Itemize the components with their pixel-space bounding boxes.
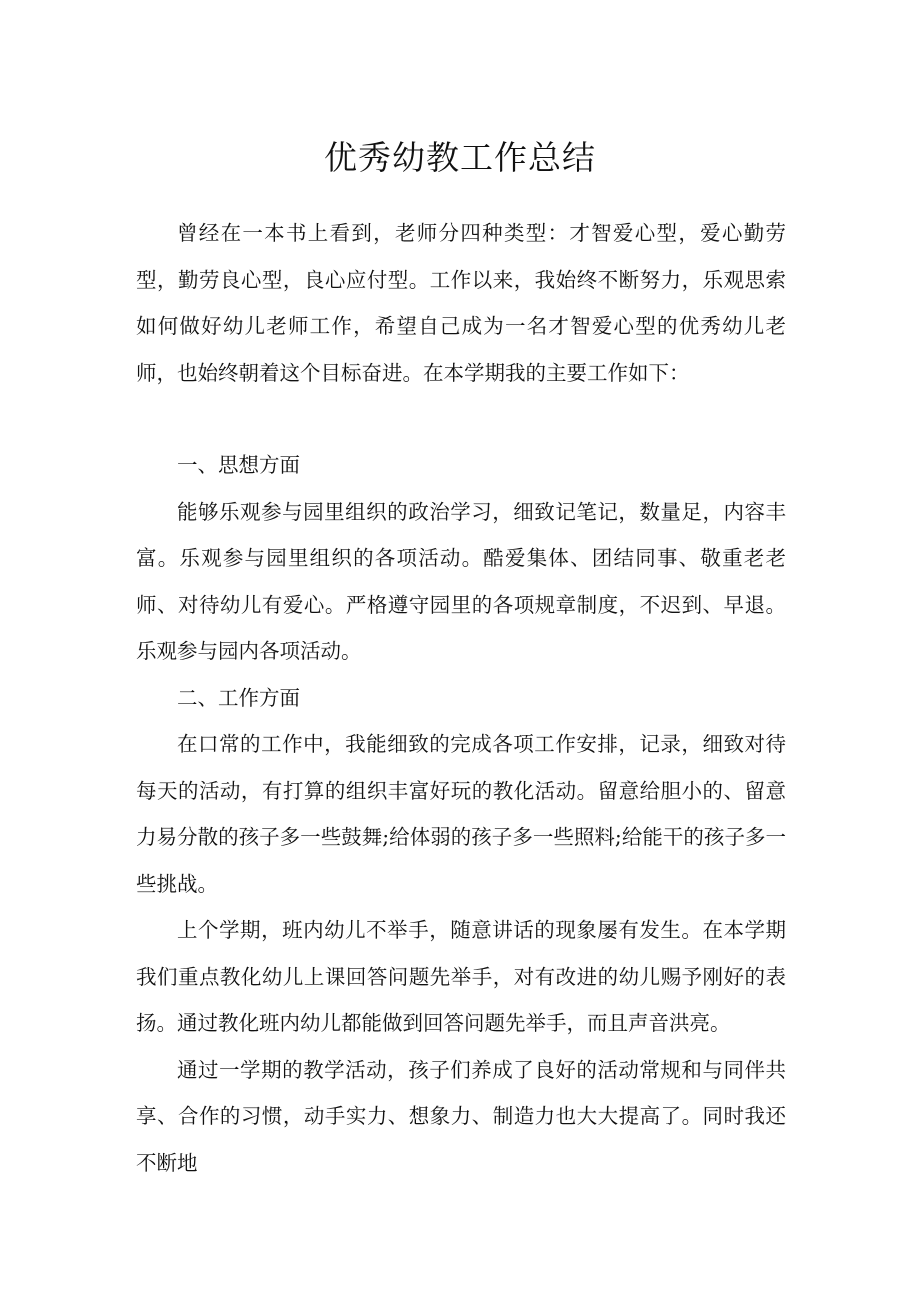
intro-paragraph: 曾经在一本书上看到，老师分四种类型：才智爱心型，爱心勤劳型，勤劳良心型，良心应付型。工作以来，我始终不断努力，乐观思索如何做好幼儿老师工作，希望自己成为一名才智爱心型的优秀幼儿老师，也始终朝着这个目标奋进。在本学期我的主要工作如下：	[136, 221, 786, 385]
section-heading-thought: 一、思想方面	[177, 453, 300, 477]
thought-paragraph: 能够乐观参与园里组织的政治学习，细致记笔记，数量足，内容丰富。乐观参与园里组织的各项活动。酷爱集体、团结同事、敬重老老师、对待幼儿有爱心。严格遵守园里的各项规章制度，不迟到、早退。乐观参与园内各项活动。	[136, 499, 786, 663]
work-paragraph-2: 上个学期，班内幼儿不举手，随意讲话的现象屡有发生。在本学期我们重点教化幼儿上课回答问题先举手，对有改进的幼儿赐予刚好的表扬。通过教化班内幼儿都能做到回答问题先举手，而且声音洪亮。	[136, 918, 786, 1035]
section-heading-work: 二、工作方面	[177, 685, 300, 710]
work-paragraph-1: 在口常的工作中，我能细致的完成各项工作安排，记录，细致对待每天的活动，有打算的组织丰富好玩的教化活动。留意给胆小的、留意力易分散的孩子多一些鼓舞;给体弱的孩子多一些照料;给能干的孩子多一些挑战。	[136, 732, 786, 896]
document-title: 优秀幼教工作总结	[324, 138, 596, 177]
work-paragraph-3: 通过一学期的教学活动，孩子们养成了良好的活动常规和与同伴共享、合作的习惯，动手实力、想象力、制造力也大大提高了。同时我还不断地	[136, 1057, 786, 1175]
document-body	[136, 210, 786, 1186]
